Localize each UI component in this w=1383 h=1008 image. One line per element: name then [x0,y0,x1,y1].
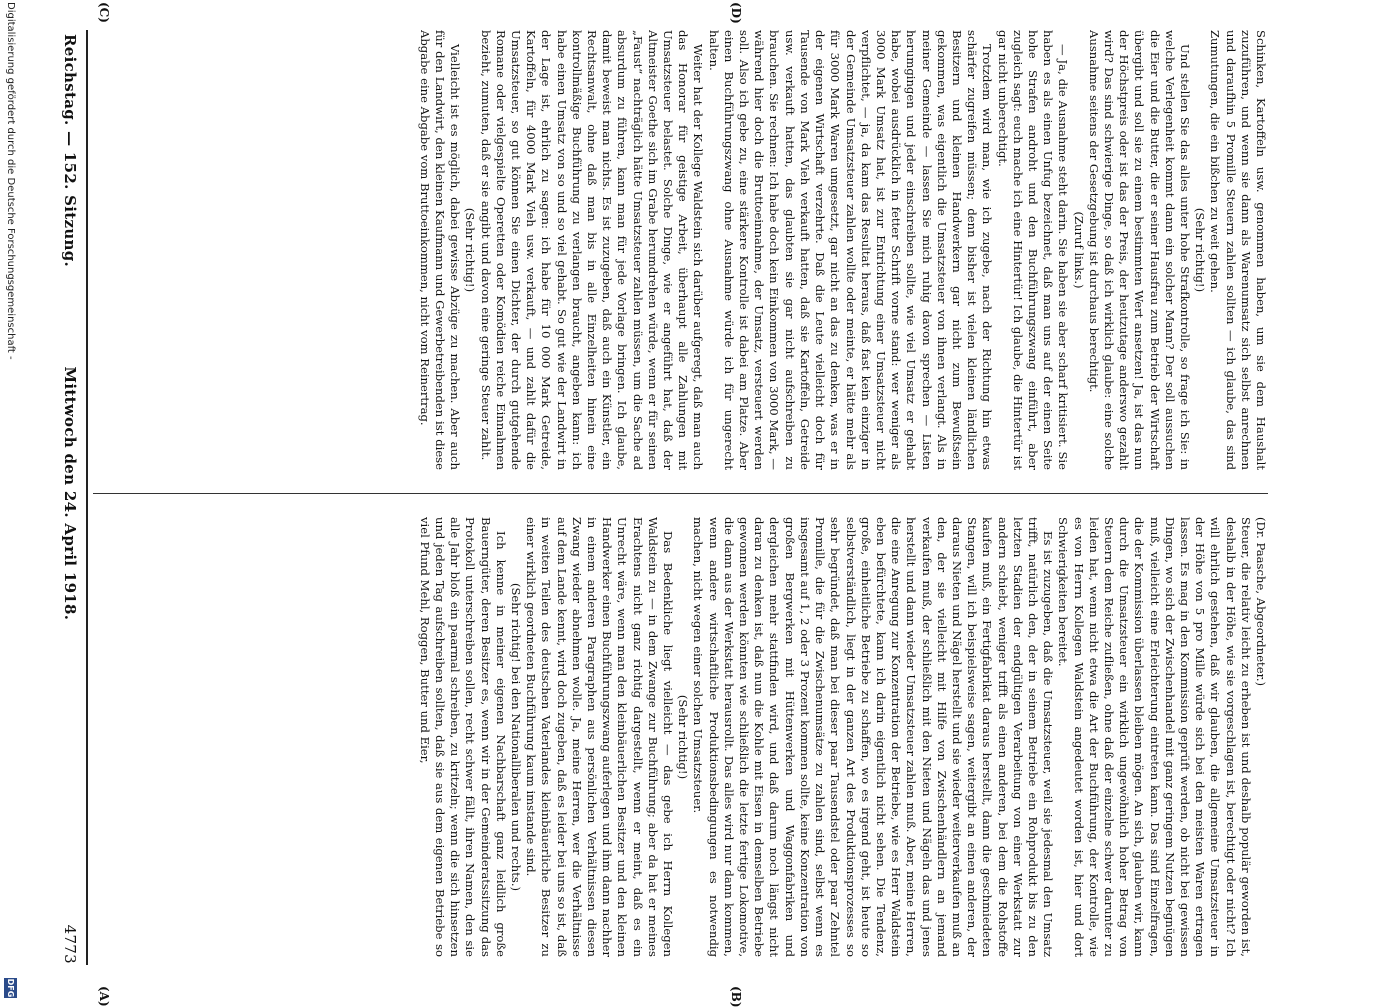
paragraph: — Ja, die Ausnahme steht darin. Sie haben sie aber scharf kritisiert. Sie haben es als einen Unfug bezeichnet, daß man uns auf der einen Seite hohe Strafen androht und den Buchführungszwang einführt, aber zugleich sagt: euch mache ich eine Hintertür! Ich glaube, die Hintertür ist gar nicht unberechtigt. [995,30,1071,470]
column-right [90,30,1268,470]
digitization-credit: Digitalisierung gefördert durch die Deutsche Forschungsgemeinschaft - [5,2,16,360]
head-page-number: 4773 [61,924,79,964]
column-left [90,517,1268,957]
column-divider [93,493,1268,494]
applause: (Sehr richtig! bei den Nationalliberalen und rechts.) [509,582,524,892]
head-date: Mittwoch den 24. April 1918. [61,366,79,621]
margin-marker-a: (A) [97,986,111,1007]
head-left-text: Reichstag. — 152. Sitzung. [61,34,79,268]
margin-marker-b: (B) [729,986,743,1008]
paragraph: Schinken, Kartoffeln usw. genommen haben, um sie dem Haushalt zuzuführen, und wenn sie dann als Warenumsatz sich selbst anrechnen und daraufhin 5 Promille Steuern zahlen sollten — ich glaube, das sind Zumutungen, die ein bißchen zu weit gehen. [1208,30,1268,470]
header-rule [86,30,88,965]
paragraph: Ich kenne in meiner eigenen Nachbarschaft ganz leidlich große Bauerngüter, deren Besitzer es, wenn wir in der Gemeinderatssitzung das Protokoll unterschreiben sollen, recht schwer fällt, ihren Namen, den sie alle Jahr bloß ein paarmal schreiben, zu kritzeln; wenn die sich hinsetzen und jeden Tag aufschreiben sollten, daß sie aus dem eigenen Betriebe so viel Pfund Mehl, Roggen, Butter und Eier, [417,517,508,957]
dfg-badge: DFG [6,978,15,998]
paragraph: Vielleicht ist es möglich, dabei gewisse Abzüge zu machen. Aber auch für den Landwirt, den kleinen Kaufmann und Gewerbetreibenden ist diese Abgabe eine Abgabe vom Bruttoeinkommen, nicht vom Reinertrag. [417,30,463,470]
paragraph: Es ist zuzugeben, daß die Umsatzsteuer, weil sie jedesmal den Umsatz trifft, natürlich den, der in seinem Betriebe ein Rohprodukt bis zu den letzten Stadien der endgültigen Verarbeitung von einer Werkstatt zur andern schiebt, weniger trifft als einen anderen, bei dem die Rohstoffe kaufen muß, ein Fertigfabrikat daraus herstellt, dann die geschmiedeten Stangen, will ich beispielsweise sagen, weitergibt an einen anderen, der daraus Nieten und Nägel herstellt und sie wieder weiterverkaufen muß an den, der sie vielleicht mit Hilfe von Zwischenhändlern an jemand verkaufen muß, der schließlich mit den Nieten und Nägeln das und jenes herstellt und dann wieder Umsatzsteuer zahlen muß. Aber, meine Herren, die eine Anregung zur Konzentration der Betriebe, wie es Herr Waldstein eben befürchtete, kann ich darin eigentlich nicht sehen. Die Tendenz, große, einheitliche Betriebe zu schaffen, wo es irgend geht, ist heute so selbstverständlich, liegt in der ganzen Art des Produktionsprozesses so sehr begründet, daß man bei dieser paar Tausendstel oder paar Zehntel Promille, die für die Zwischenumsätze zu zahlen sind, selbst wenn es insgesamt auf 1, 2 oder 3 Prozent kommen sollte, keine Konzentration von großen Bergwerken mit Hüttenwerken und Waggonfabriken und dergleichen mehr stattfinden wird, und daß darum noch längst nicht daran zu denken ist, daß nun die Kohle mit Eisen in demselben Betriebe gewonnen werden könnten wie schließlich die letzte fertige Lokomotive, die dann aus der Werkstatt herausrollt. Das alles wird nur dann kommen, wenn andere wirtschaftliche Produktionsbedingungen es notwendig machen, nicht wegen einer solchen Umsatzsteuer. [691,517,1056,957]
running-head [55,34,83,964]
paragraph: Steuer, die relativ leicht zu erheben ist und deshalb populär geworden ist, deshalb in der Höhe, wie sie vorgeschlagen ist, berechtigt oder nicht? Ich will ehrlich gestehen, daß wir glauben, die allgemeine Umsatzsteuer in der Höhe von 5 pro Mille würde sich bei den meisten Waren ertragen lassen. Es mag in den Kommission geprüft werden, ob nicht bei gewissen Dingen, wo sich der Zwischenhandel mit ganz geringem Nutzen begnügen muß, vielleicht eine Erleichterung eintreten kann. Das sind Einzelfragen, die der Kommission überlassen bleiben mögen. An sich, glauben wir, kann durch die Umsatzsteuer ein wirklich ungewöhnlich hoher Betrag von Steuern dem Reiche zufließen, ohne daß der einzelne schwer darunter zu leiden hat, wenn nicht etwa die Art der Buchführung, der Kontrolle, wie es von Herrn Kollegen Waldstein angedeutet worden ist, hier und dort Schwierigkeiten bereitet. [1056,517,1253,957]
paragraph: Und stellen Sie das alles unter hohe Strafkontrolle, so frage ich Sie: in welche Verlegenheit kommt dann ein solcher Mann? Der soll aussuchen die Eier und die Butter, die er seiner Hausfrau zum Betrieb der Wirtschaft übergibt und soll sie zu einem bestimmten Wert ansetzen! Ja, ist das nun der Höchstpreis oder ist das der Preis, der heutzutage anderswo gezahlt wird? Das sind schwierige Dinge, so daß ich wirklich glaube: eine solche Ausnahme seitens der Gesetzgebung ist durchaus berechtigt. [1086,30,1192,470]
speaker-line: (Dr. Paasche, Abgeordneter.) [1254,517,1268,687]
applause: (Sehr richtig!) [1193,207,1208,293]
margin-marker-c: (C) [97,2,111,23]
paragraph: Das Bedenkliche liegt vielleicht — das gebe ich Herrn Kollegen Waldstein zu — in dem Zwange zur Buchführung; aber da hat er meines Erachtens nicht ganz richtig dargestellt, wenn er meint, daß es ein Unrecht wäre, wenn man den kleinbäuerlichen Besitzer und den kleinen Handwerker einen Buchführungszwang auferlegen und ihm dann nachher in einem anderen Paragraphen aus persönlichen Verhältnissen diesen Zwang wieder abnehmen wolle. Ja, meine Herren, wer die Verhältnisse auf dem Lande kennt, wird doch zugeben, daß es leider bei uns so ist, daß in weiten Teilen des deutschen Vaterlandes kleinbäuerliche Besitzer zu einer wirklich geordneten Buchführung kaum imstande sind. [524,517,676,957]
applause: (Sehr richtig!) [463,207,478,293]
paragraph: Weiter hat der Kollege Waldstein sich darüber aufgeregt, daß man auch das Honorar für geistige Arbeit, überhaupt alle Zahlungen mit Umsatzsteuer belastet. Solche Dinge, wie er angeführt hat, daß der Altmeister Goethe sich im Grabe herumdrehen würde, wenn er für seinen „Faust“ nachträglich hätte Umsatzsteuer zahlen müssen, um die Sache ad absurdum zu führen, kann man für jede Vorlage bringen. Ich glaube, damit beweist man nichts. Es ist zuzugeben, daß auch ein Künstler, ein Rechtsanwalt, ohne daß man bis in alle Einzelheiten hinein eine kontrollmäßige Buchführung zu verlangen braucht, angeben kann: ich habe einen Umsatz von so und so viel gehabt. So gut wie der Landwirt in der Lage ist, ehrlich zu sagen: ich habe für 10 000 Mark Getreide, Kartoffeln, für 4000 Mark Vieh usw. verkauft, — und zahlt dafür die Umsatzsteuer, so gut können Sie einen Dichter, der durch gutgehende Romane oder vielgespielte Operetten oder Komödien reiche Einnahmen bezieht, zumuten, daß er sie angibt und davon eine geringe Steuer zahlt. [478,30,706,470]
applause: (Sehr richtig!) [676,694,691,780]
margin-marker-d: (D) [729,2,743,24]
interjection: (Zuruf links.) [1071,211,1086,289]
paragraph: Trotzdem wird man, wie ich zugebe, nach der Richtung hin etwas schärfer zugreifen müssen; denn bisher ist vielen kleinen ländlichen Besitzern und kleinen Handwerkern gar nicht zum Bewußtsein gekommen, was eigentlich die Umsatzsteuer von ihnen verlangt. Als in meiner Gemeinde — lassen Sie mich ruhig davon sprechen — Listen herumgingen und jeder einschreiben sollte, wie viel Umsatz er gehabt habe, wobei ausdrücklich in fetter Schrift vorne stand: wer weniger als 3000 Mark Umsatz hat, ist zur Entrichtung einer Umsatzsteuer nicht verpflichtet, — ja, da kam das Resultat heraus, daß fast kein einziger in der Gemeinde Umsatzsteuer zahlen wollte oder meinte, er hätte mehr als für 3000 Mark Waren umgesetzt, gar nicht an das zu denken, was er in der eigenen Wirtschaft verzehrte. Daß die Leute vielleicht doch für Tausende von Mark Vieh verkauft hatten, daß sie Kartoffeln, Getreide usw. verkauft hatten, das glaubten sie gar nicht aufschreiben zu brauchen. Sie rechnen: Ich habe doch kein Einkommen von 3000 Mark, — während hier doch die Bruttoeinnahme, der Umsatz, versteuert werden soll. Also ich gebe zu, eine stärkere Kontrolle ist dabei am Platze. Aber einen Buchführungszwang ohne Ausnahme würde ich für ungerecht halten. [706,30,995,470]
